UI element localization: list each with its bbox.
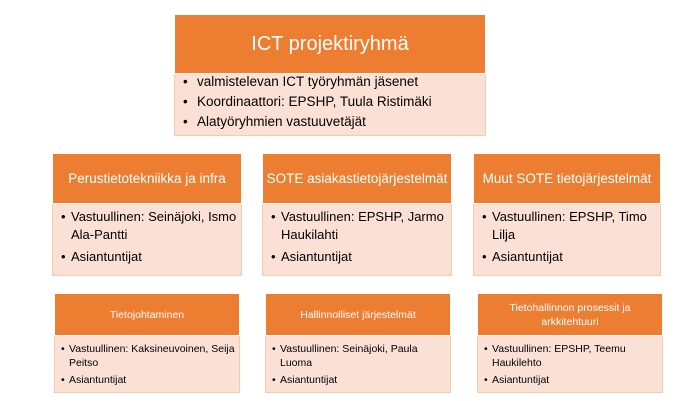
group-item: • Vastuullinen: Seinäjoki, Paula Luoma — [272, 342, 450, 370]
group-body-hallinnolliset — [265, 331, 451, 393]
group-title-text: Hallinnolliset järjestelmät — [300, 308, 416, 321]
group-item: • Vastuullinen: Kaksineuvoinen, Seija Peitso — [61, 342, 239, 370]
top-unit-body — [174, 65, 486, 136]
group-item: • Vastuullinen: Seinäjoki, Ismo Ala-Pantti — [61, 208, 241, 244]
group-title-tietojohtaminen — [54, 293, 240, 336]
group-title-text: SOTE asiakastietojärjestelmät — [266, 170, 448, 186]
group-title-text: Muut SOTE tietojärjestelmät — [482, 170, 652, 186]
top-unit-item: • Alatyöryhmien vastuuvetäjät — [183, 112, 485, 132]
group-title-muut-sote — [473, 153, 661, 204]
group-title-sote-asiakas — [262, 153, 452, 204]
group-item: • Vastuullinen: EPSHP, Teemu Haukilehto — [484, 342, 662, 370]
top-unit-title-text: ICT projektiryhmä — [251, 32, 409, 55]
group-title-prosessit — [477, 293, 663, 336]
group-item: • Vastuullinen: EPSHP, Jarmo Haukilahti — [271, 208, 451, 244]
group-item: • Vastuullinen: EPSHP, Timo Lilja — [482, 208, 660, 244]
group-item: • Asiantuntijat — [482, 248, 660, 266]
group-item: • Asiantuntijat — [484, 373, 662, 387]
group-body-infra — [52, 197, 242, 276]
group-body-tietojohtaminen — [54, 331, 240, 393]
group-body-muut-sote — [473, 197, 661, 276]
group-item: • Asiantuntijat — [271, 248, 451, 266]
group-body-prosessit — [477, 331, 663, 393]
top-unit-item: • valmistelevan ICT työryhmän jäsenet — [183, 72, 485, 92]
top-unit-item: • Koordinaattori: EPSHP, Tuula Ristimäki — [183, 92, 485, 112]
group-title-text: Tietojohtaminen — [109, 308, 185, 321]
top-unit-list — [183, 72, 485, 132]
top-unit-title — [174, 14, 486, 74]
group-title-infra — [52, 153, 242, 204]
group-body-sote-asiakas — [262, 197, 452, 276]
group-title-text: Tietohallinnon prosessit ja arkkitehtuuri — [509, 301, 631, 328]
group-item: • Asiantuntijat — [61, 373, 239, 387]
group-item: • Asiantuntijat — [61, 248, 241, 266]
group-title-hallinnolliset — [265, 293, 451, 336]
group-title-text: Perustietotekniikka ja infra — [68, 170, 226, 186]
group-item: • Asiantuntijat — [272, 373, 450, 387]
